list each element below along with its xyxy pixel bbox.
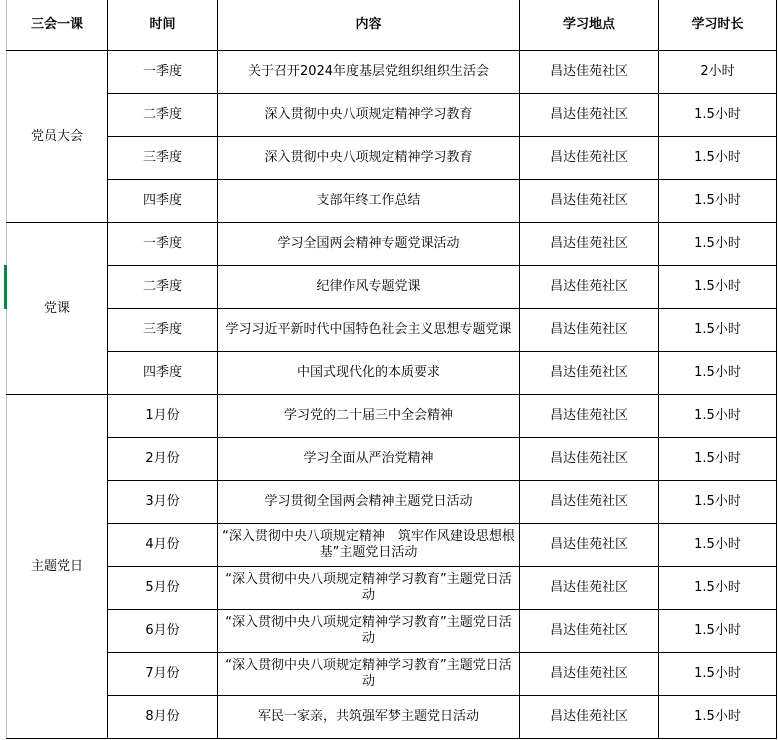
table-row bbox=[7, 137, 777, 180]
duration-cell[interactable]: 1.5小时 bbox=[659, 309, 777, 352]
content-cell[interactable]: 学习党的二十届三中全会精神 bbox=[218, 395, 520, 438]
content-cell[interactable]: 学习全面从严治党精神 bbox=[218, 438, 520, 481]
table-row bbox=[7, 352, 777, 395]
time-cell[interactable]: 5月份 bbox=[108, 567, 218, 610]
duration-cell[interactable]: 1.5小时 bbox=[659, 352, 777, 395]
time-cell[interactable]: 一季度 bbox=[108, 51, 218, 94]
time-cell[interactable]: 2月份 bbox=[108, 438, 218, 481]
category-cell[interactable]: 主题党日 bbox=[7, 395, 108, 739]
location-cell[interactable]: 昌达佳苑社区 bbox=[520, 653, 659, 696]
location-cell[interactable]: 昌达佳苑社区 bbox=[520, 180, 659, 223]
content-cell[interactable]: 深入贯彻中央八项规定精神学习教育 bbox=[218, 137, 520, 180]
table-row bbox=[7, 524, 777, 567]
duration-cell[interactable]: 1.5小时 bbox=[659, 395, 777, 438]
duration-cell[interactable]: 1.5小时 bbox=[659, 180, 777, 223]
location-cell[interactable]: 昌达佳苑社区 bbox=[520, 309, 659, 352]
duration-cell[interactable]: 1.5小时 bbox=[659, 266, 777, 309]
time-cell[interactable]: 二季度 bbox=[108, 266, 218, 309]
content-cell[interactable]: “深入贯彻中央八项规定精神学习教育”主题党日活动 bbox=[218, 610, 520, 653]
duration-cell[interactable]: 1.5小时 bbox=[659, 696, 777, 739]
location-cell[interactable]: 昌达佳苑社区 bbox=[520, 137, 659, 180]
table-row bbox=[7, 309, 777, 352]
content-cell[interactable]: 军民一家亲，共筑强军梦主题党日活动 bbox=[218, 696, 520, 739]
table-row bbox=[7, 51, 777, 94]
content-cell[interactable]: “深入贯彻中央八项规定精神学习教育”主题党日活动 bbox=[218, 653, 520, 696]
content-cell[interactable]: 中国式现代化的本质要求 bbox=[218, 352, 520, 395]
time-cell[interactable]: 四季度 bbox=[108, 180, 218, 223]
content-cell[interactable]: 关于召开2024年度基层党组织组织生活会 bbox=[218, 51, 520, 94]
time-cell[interactable]: 二季度 bbox=[108, 94, 218, 137]
location-cell[interactable]: 昌达佳苑社区 bbox=[520, 696, 659, 739]
header-duration[interactable]: 学习时长 bbox=[659, 0, 777, 51]
time-cell[interactable]: 四季度 bbox=[108, 352, 218, 395]
duration-cell[interactable]: 1.5小时 bbox=[659, 524, 777, 567]
content-cell[interactable]: “深入贯彻中央八项规定精神学习教育”主题党日活动 bbox=[218, 567, 520, 610]
table-row bbox=[7, 438, 777, 481]
table-row bbox=[7, 653, 777, 696]
duration-cell[interactable]: 2小时 bbox=[659, 51, 777, 94]
location-cell[interactable]: 昌达佳苑社区 bbox=[520, 352, 659, 395]
duration-cell[interactable]: 1.5小时 bbox=[659, 137, 777, 180]
duration-cell[interactable]: 1.5小时 bbox=[659, 223, 777, 266]
time-cell[interactable]: 8月份 bbox=[108, 696, 218, 739]
table-row bbox=[7, 610, 777, 653]
header-time[interactable]: 时间 bbox=[108, 0, 218, 51]
location-cell[interactable]: 昌达佳苑社区 bbox=[520, 51, 659, 94]
location-cell[interactable]: 昌达佳苑社区 bbox=[520, 223, 659, 266]
content-cell[interactable]: 纪律作风专题党课 bbox=[218, 266, 520, 309]
selection-indicator bbox=[4, 265, 7, 309]
location-cell[interactable]: 昌达佳苑社区 bbox=[520, 524, 659, 567]
location-cell[interactable]: 昌达佳苑社区 bbox=[520, 567, 659, 610]
time-cell[interactable]: 4月份 bbox=[108, 524, 218, 567]
duration-cell[interactable]: 1.5小时 bbox=[659, 610, 777, 653]
location-cell[interactable]: 昌达佳苑社区 bbox=[520, 266, 659, 309]
duration-cell[interactable]: 1.5小时 bbox=[659, 653, 777, 696]
content-cell[interactable]: 深入贯彻中央八项规定精神学习教育 bbox=[218, 94, 520, 137]
table-body bbox=[7, 51, 777, 739]
category-cell[interactable]: 党员大会 bbox=[7, 51, 108, 223]
content-cell[interactable]: 支部年终工作总结 bbox=[218, 180, 520, 223]
duration-cell[interactable]: 1.5小时 bbox=[659, 567, 777, 610]
location-cell[interactable]: 昌达佳苑社区 bbox=[520, 610, 659, 653]
time-cell[interactable]: 1月份 bbox=[108, 395, 218, 438]
content-cell[interactable]: 学习贯彻全国两会精神主题党日活动 bbox=[218, 481, 520, 524]
table-row bbox=[7, 567, 777, 610]
location-cell[interactable]: 昌达佳苑社区 bbox=[520, 395, 659, 438]
table-row bbox=[7, 696, 777, 739]
time-cell[interactable]: 6月份 bbox=[108, 610, 218, 653]
time-cell[interactable]: 3月份 bbox=[108, 481, 218, 524]
table-row bbox=[7, 223, 777, 266]
header-content[interactable]: 内容 bbox=[218, 0, 520, 51]
table-row bbox=[7, 395, 777, 438]
duration-cell[interactable]: 1.5小时 bbox=[659, 94, 777, 137]
content-cell[interactable]: “深入贯彻中央八项规定精神 筑牢作风建设思想根基”主题党日活动 bbox=[218, 524, 520, 567]
location-cell[interactable]: 昌达佳苑社区 bbox=[520, 481, 659, 524]
location-cell[interactable]: 昌达佳苑社区 bbox=[520, 94, 659, 137]
table-row bbox=[7, 481, 777, 524]
header-row bbox=[7, 0, 777, 51]
header-category[interactable]: 三会一课 bbox=[7, 0, 108, 51]
header-location[interactable]: 学习地点 bbox=[520, 0, 659, 51]
table-row bbox=[7, 266, 777, 309]
category-cell[interactable]: 党课 bbox=[7, 223, 108, 395]
duration-cell[interactable]: 1.5小时 bbox=[659, 438, 777, 481]
content-cell[interactable]: 学习全国两会精神专题党课活动 bbox=[218, 223, 520, 266]
duration-cell[interactable]: 1.5小时 bbox=[659, 481, 777, 524]
time-cell[interactable]: 一季度 bbox=[108, 223, 218, 266]
location-cell[interactable]: 昌达佳苑社区 bbox=[520, 438, 659, 481]
time-cell[interactable]: 三季度 bbox=[108, 309, 218, 352]
table-row bbox=[7, 180, 777, 223]
content-cell[interactable]: 学习习近平新时代中国特色社会主义思想专题党课 bbox=[218, 309, 520, 352]
time-cell[interactable]: 三季度 bbox=[108, 137, 218, 180]
table-row bbox=[7, 94, 777, 137]
time-cell[interactable]: 7月份 bbox=[108, 653, 218, 696]
schedule-table bbox=[6, 0, 777, 739]
